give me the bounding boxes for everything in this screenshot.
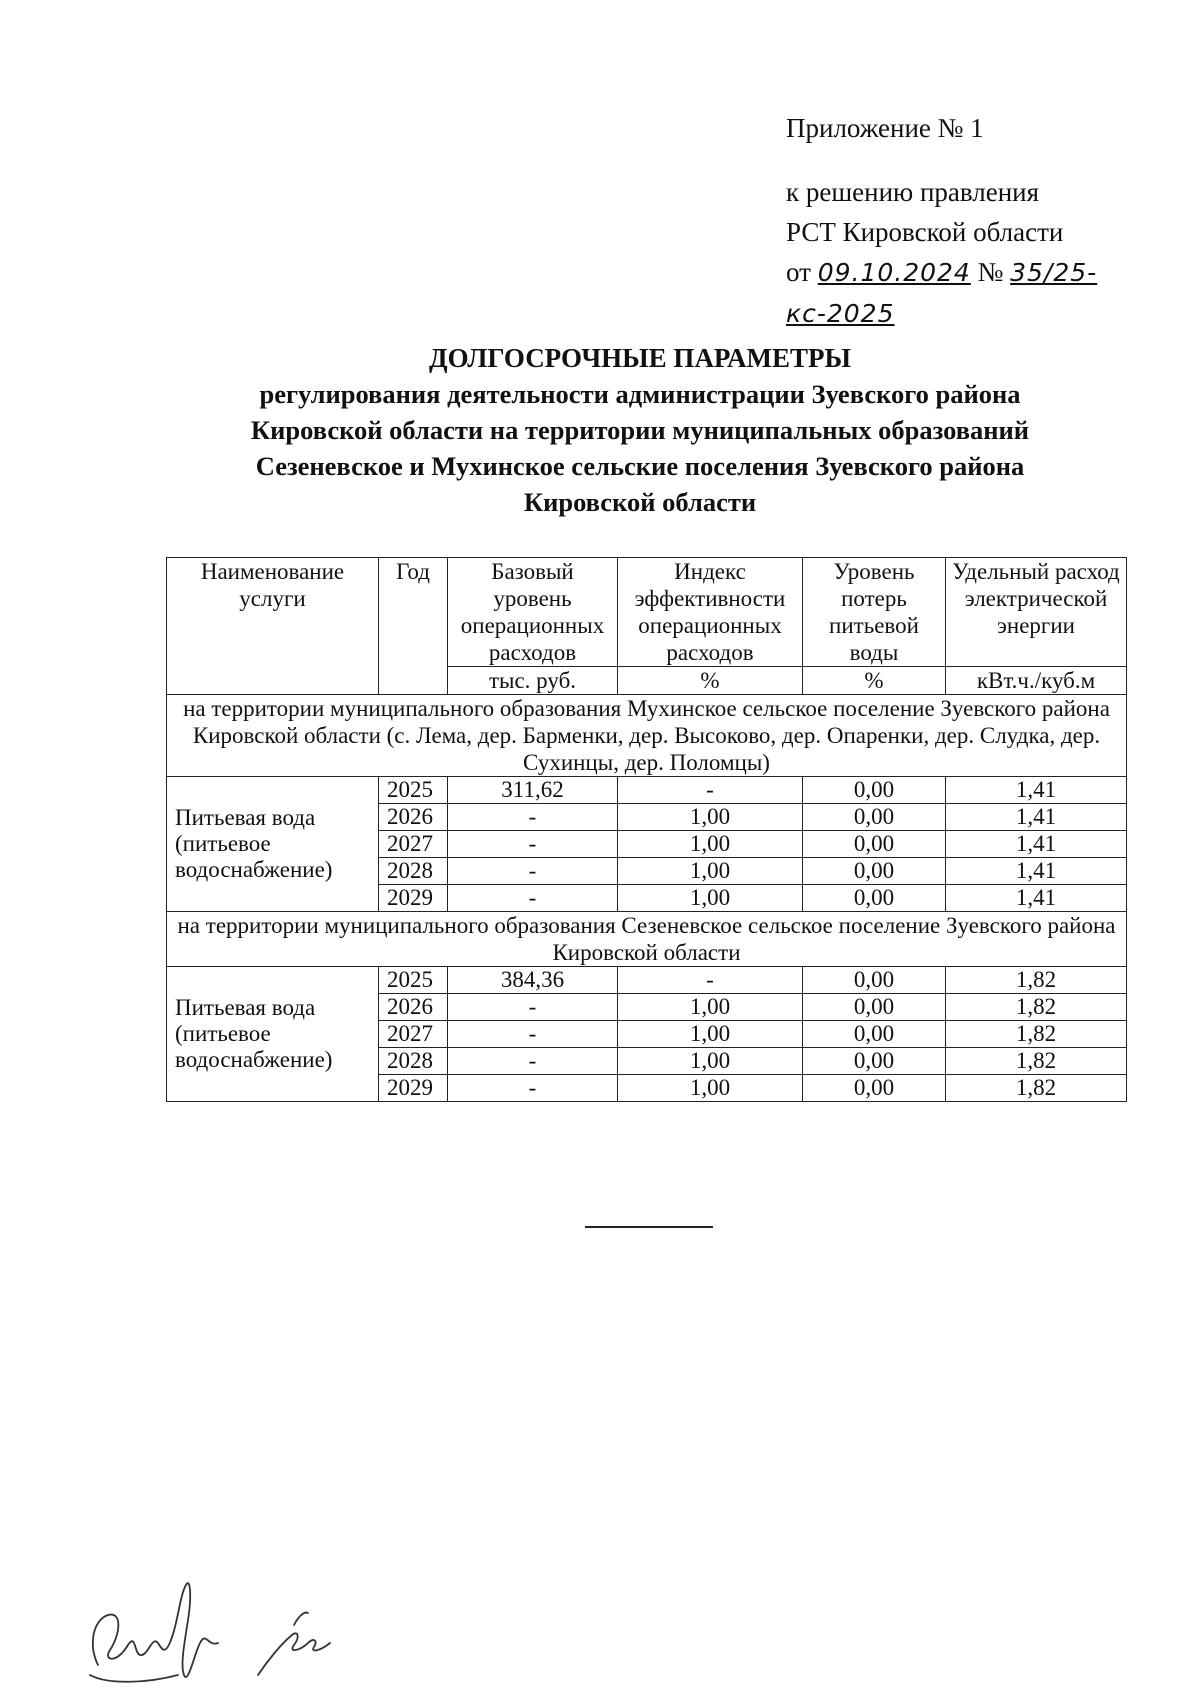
cell-energy: 1,41 — [946, 804, 1127, 831]
title-line-4: Сезеневское и Мухинское сельские поселения Зуевского района — [255, 451, 1025, 481]
cell-index: - — [618, 967, 803, 994]
header-service: Наименование услуги — [167, 558, 379, 695]
cell-energy: 1,82 — [946, 1048, 1127, 1075]
cell-base: - — [448, 1048, 618, 1075]
handwritten-date: 09.10.2024 — [817, 258, 971, 287]
cell-index: 1,00 — [618, 1075, 803, 1102]
unit-base: тыс. руб. — [448, 667, 618, 695]
appendix-decision-line: к решению правления — [786, 177, 1040, 207]
section-row — [167, 912, 1127, 967]
cell-year: 2025 — [379, 967, 448, 994]
cell-index: 1,00 — [618, 1021, 803, 1048]
table-row — [167, 777, 1127, 804]
cell-index: 1,00 — [618, 1048, 803, 1075]
cell-loss: 0,00 — [803, 1048, 946, 1075]
section-title: на территории муниципального образования Мухинское сельское поселение Зуевского района Кировской области (с. Лема, дер. Барменки, дер. Высоково, дер. Опаренки, дер. Слудка, дер. Сухинцы, дер. Поломцы) — [167, 695, 1127, 777]
cell-energy: 1,82 — [946, 967, 1127, 994]
cell-base: - — [448, 804, 618, 831]
cell-year: 2026 — [379, 994, 448, 1021]
cell-base: 384,36 — [448, 967, 618, 994]
cell-year: 2025 — [379, 777, 448, 804]
section-row — [167, 695, 1127, 777]
title-line-3: Кировской области на территории муниципальных образований — [250, 415, 1030, 445]
title-line-2: регулирования деятельности администрации Зуевского района — [259, 379, 1021, 409]
appendix-authority-line: РСТ Кировской области — [786, 217, 1064, 247]
signature-1 — [93, 1583, 218, 1677]
cell-energy: 1,82 — [946, 1075, 1127, 1102]
table-header-row — [167, 558, 1127, 667]
cell-index: - — [618, 777, 803, 804]
cell-energy: 1,41 — [946, 858, 1127, 885]
header-energy: Удельный расход электрической энергии — [946, 558, 1127, 667]
handwritten-number: 35/25-кс-2025 — [786, 258, 1098, 328]
cell-year: 2029 — [379, 885, 448, 912]
cell-loss: 0,00 — [803, 777, 946, 804]
header-loss: Уровень потерь питьевой воды — [803, 558, 946, 667]
cell-loss: 0,00 — [803, 858, 946, 885]
appendix-number: Приложение № 1 — [786, 113, 984, 143]
handwritten-signatures — [68, 1525, 368, 1695]
unit-energy: кВт.ч./куб.м — [946, 667, 1127, 695]
cell-energy: 1,82 — [946, 1021, 1127, 1048]
header-base: Базовый уровень операционных расходов — [448, 558, 618, 667]
cell-base: - — [448, 885, 618, 912]
cell-index: 1,00 — [618, 858, 803, 885]
cell-base: - — [448, 1075, 618, 1102]
cell-year: 2029 — [379, 1075, 448, 1102]
cell-year: 2027 — [379, 831, 448, 858]
appendix-date-line — [786, 252, 1200, 334]
cell-loss: 0,00 — [803, 831, 946, 858]
end-divider-line — [585, 1226, 713, 1228]
cell-energy: 1,82 — [946, 994, 1127, 1021]
cell-loss: 0,00 — [803, 1075, 946, 1102]
cell-base: - — [448, 831, 618, 858]
title-line-5: Кировской области — [523, 487, 757, 517]
cell-base: - — [448, 994, 618, 1021]
table-row — [167, 967, 1127, 994]
section-title: на территории муниципального образования Сезеневское сельское поселение Зуевского района Кировской области — [167, 912, 1127, 967]
signature-1-flourish — [90, 1675, 178, 1682]
cell-loss: 0,00 — [803, 967, 946, 994]
cell-loss: 0,00 — [803, 994, 946, 1021]
unit-index: % — [618, 667, 803, 695]
unit-loss: % — [803, 667, 946, 695]
cell-loss: 0,00 — [803, 1021, 946, 1048]
cell-loss: 0,00 — [803, 885, 946, 912]
cell-index: 1,00 — [618, 831, 803, 858]
cell-energy: 1,41 — [946, 831, 1127, 858]
cell-energy: 1,41 — [946, 777, 1127, 804]
signature-2-tail — [294, 1613, 308, 1625]
header-index: Индекс эффективности операционных расходов — [618, 558, 803, 667]
cell-year: 2027 — [379, 1021, 448, 1048]
appendix-block — [786, 108, 1200, 334]
number-prefix: № — [977, 257, 1004, 287]
service-name: Питьевая вода (питьевое водоснабжение) — [167, 777, 379, 912]
header-year: Год — [379, 558, 448, 695]
service-name: Питьевая вода (питьевое водоснабжение) — [167, 967, 379, 1102]
cell-loss: 0,00 — [803, 804, 946, 831]
signature-2 — [258, 1633, 330, 1675]
cell-index: 1,00 — [618, 994, 803, 1021]
cell-base: 311,62 — [448, 777, 618, 804]
cell-year: 2028 — [379, 858, 448, 885]
title-heading: ДОЛГОСРОЧНЫЕ ПАРАМЕТРЫ — [429, 343, 851, 373]
cell-index: 1,00 — [618, 885, 803, 912]
date-prefix: от — [786, 257, 811, 287]
cell-base: - — [448, 858, 618, 885]
cell-base: - — [448, 1021, 618, 1048]
parameters-table — [166, 557, 1127, 1102]
cell-energy: 1,41 — [946, 885, 1127, 912]
document-title — [150, 340, 1130, 520]
cell-index: 1,00 — [618, 804, 803, 831]
cell-year: 2026 — [379, 804, 448, 831]
cell-year: 2028 — [379, 1048, 448, 1075]
